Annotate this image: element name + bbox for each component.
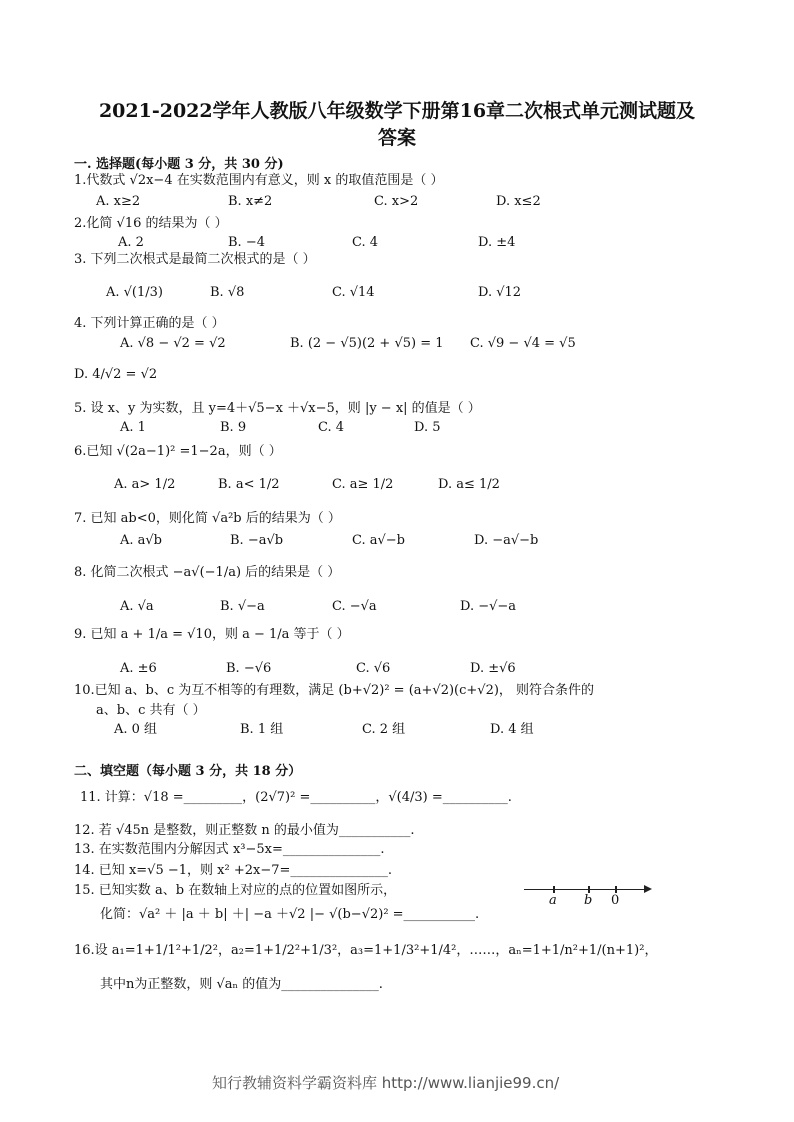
q8-option-d: D. −√−a [460, 599, 517, 614]
question-13: 13. 在实数范围内分解因式 x³−5x=_______________. [74, 842, 385, 857]
q3-option-a: A. √(1/3) [106, 285, 164, 300]
number-line-label-b: b [584, 893, 593, 908]
q7-option-b: B. −a√b [230, 533, 284, 548]
q5-option-c: C. 4 [318, 420, 345, 435]
q1-option-c: C. x>2 [374, 194, 419, 209]
page-footer: 知行教辅资料学霸资料库 http://www.lianjie99.cn/ [212, 1074, 560, 1092]
q1-option-a: A. x≥2 [96, 194, 141, 209]
question-10-cont: a、b、c 共有（ ） [96, 703, 206, 718]
number-line-label-a: a [549, 893, 557, 908]
q10-option-b: B. 1 组 [240, 722, 284, 737]
question-15-cont: 化简：√a² ＋ |a ＋ b| ＋| −a ＋√2 |− √(b−√2)² =___________. [100, 907, 480, 922]
q6-option-a: A. a> 1/2 [114, 477, 176, 492]
q5-option-a: A. 1 [120, 420, 146, 435]
q8-option-a: A. √a [120, 599, 154, 614]
q2-option-b: B. −4 [228, 235, 265, 250]
question-4: 4. 下列计算正确的是（ ） [74, 316, 225, 331]
q8-option-b: B. √−a [220, 599, 265, 614]
q6-option-b: B. a< 1/2 [218, 477, 280, 492]
question-3: 3. 下列二次根式是最简二次根式的是（ ） [74, 252, 316, 267]
question-11: 11. 计算：√18 =_________，(2√7)² =__________，√(4/3) =__________. [80, 790, 512, 805]
q9-option-b: B. −√6 [226, 661, 272, 676]
number-line-arrow [644, 885, 652, 893]
q10-option-c: C. 2 组 [362, 722, 406, 737]
number-line-tick-0 [615, 886, 617, 893]
number-line-tick-a [553, 886, 555, 893]
question-8: 8. 化简二次根式 −a√(−1/a) 后的结果是（ ） [74, 565, 341, 580]
page-title-line2: 答案 [377, 127, 416, 149]
q9-option-d: D. ±√6 [470, 661, 516, 676]
number-line-label-0: 0 [611, 893, 620, 908]
question-16: 16.设 a₁=1+1/1²+1/2²，a₂=1+1/2²+1/3²，a₃=1+1/3²+1/4²，……，aₙ=1+1/n²+1/(n+1)²， [74, 943, 658, 958]
question-15: 15. 已知实数 a、b 在数轴上对应的点的位置如图所示， [74, 883, 397, 898]
question-9: 9. 已知 a + 1/a = √10，则 a − 1/a 等于（ ） [74, 627, 350, 642]
q2-option-d: D. ±4 [478, 235, 516, 250]
q7-option-a: A. a√b [120, 533, 163, 548]
q5-option-b: B. 9 [220, 420, 247, 435]
page-title-line1: 2021-2022学年人教版八年级数学下册第16章二次根式单元测试题及 [98, 100, 696, 122]
q6-option-c: C. a≥ 1/2 [332, 477, 394, 492]
question-10: 10.已知 a、b、c 为互不相等的有理数，满足 (b+√2)² = (a+√2)(c+√2)， 则符合条件的 [74, 683, 595, 698]
question-12: 12. 若 √45n 是整数，则正整数 n 的最小值为___________. [74, 823, 415, 838]
q9-option-c: C. √6 [356, 661, 391, 676]
q4-option-a: A. √8 − √2 = √2 [120, 336, 226, 351]
q7-option-c: C. a√−b [352, 533, 405, 548]
q10-option-a: A. 0 组 [114, 722, 158, 737]
q4-option-d: D. 4/√2 = √2 [74, 367, 158, 382]
question-7: 7. 已知 ab<0，则化简 √a²b 后的结果为（ ） [74, 511, 341, 526]
question-6: 6.已知 √(2a−1)² =1−2a，则（ ） [74, 444, 282, 459]
q4-option-c: C. √9 − √4 = √5 [470, 336, 576, 351]
section-choice-heading: 一. 选择题(每小题 3 分，共 30 分) [74, 157, 284, 172]
q3-option-d: D. √12 [478, 285, 522, 300]
question-14: 14. 已知 x=√5 −1，则 x² +2x−7=_______________. [74, 863, 393, 878]
q6-option-d: D. a≤ 1/2 [438, 477, 500, 492]
q9-option-a: A. ±6 [120, 661, 157, 676]
question-5: 5. 设 x、y 为实数，且 y=4＋√5−x ＋√x−5，则 |y − x| 的值是（ ） [74, 401, 481, 416]
q3-option-c: C. √14 [332, 285, 375, 300]
q2-option-c: C. 4 [352, 235, 379, 250]
question-2: 2.化简 √16 的结果为（ ） [74, 216, 228, 231]
q1-option-b: B. x≠2 [228, 194, 273, 209]
q7-option-d: D. −a√−b [474, 533, 539, 548]
q3-option-b: B. √8 [210, 285, 245, 300]
question-1: 1.代数式 √2x−4 在实数范围内有意义，则 x 的取值范围是（ ） [74, 173, 444, 188]
q2-option-a: A. 2 [118, 235, 144, 250]
section-fill-heading: 二、填空题（每小题 3 分，共 18 分） [74, 764, 302, 779]
number-line-tick-b [588, 886, 590, 893]
q8-option-c: C. −√a [332, 599, 377, 614]
q4-option-b: B. (2 − √5)(2 + √5) = 1 [290, 336, 444, 351]
q10-option-d: D. 4 组 [490, 722, 534, 737]
q1-option-d: D. x≤2 [496, 194, 541, 209]
q5-option-d: D. 5 [414, 420, 441, 435]
question-16-cont: 其中n为正整数，则 √aₙ 的值为_______________. [100, 977, 383, 992]
number-line [524, 889, 646, 890]
